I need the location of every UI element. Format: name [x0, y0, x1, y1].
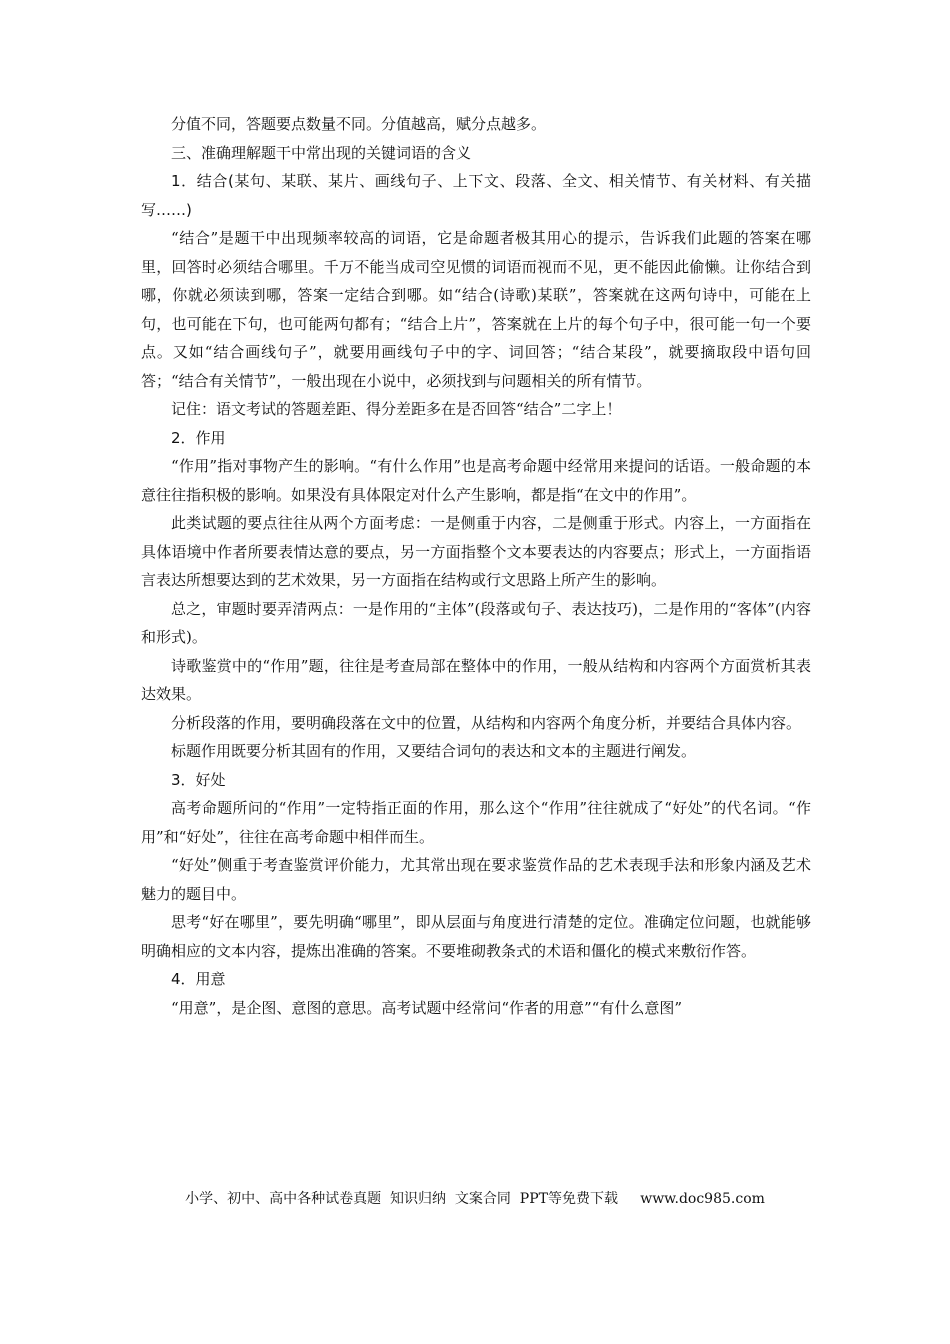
- document-body: [141, 110, 811, 1022]
- section-heading: 三、准确理解题干中常出现的关键词语的含义: [171, 143, 472, 162]
- paragraph: “作用”指对事物产生的影响。“有什么作用”也是高考命题中经常用来提问的话语。一般命题的本意往往指积极的影响。如果没有具体限定对什么产生影响，都是指“在文中的作用”。: [141, 457, 811, 504]
- paragraph: 思考“好在哪里”，要先明确“哪里”，即从层面与角度进行清楚的定位。准确定位问题，也就能够明确相应的文本内容，提炼出准确的答案。不要堆砌教条式的术语和僵化的模式来敷衍作答。: [141, 913, 811, 960]
- subsection-heading: 1．结合(某句、某联、某片、画线句子、上下文、段落、全文、相关情节、有关材料、有关描写……): [141, 172, 811, 219]
- subsection-heading: 4．用意: [171, 970, 226, 988]
- paragraph: 分析段落的作用，要明确段落在文中的位置，从结构和内容两个角度分析，并要结合具体内容。: [171, 713, 802, 732]
- paragraph: 高考命题所问的“作用”一定特指正面的作用，那么这个“作用”往往就成了“好处”的代名词。“作用”和“好处”，往往在高考命题中相伴而生。: [141, 799, 811, 846]
- paragraph: 记住：语文考试的答题差距、得分差距多在是否回答“结合”二字上！: [171, 400, 622, 418]
- paragraph: 分值不同，答题要点数量不同。分值越高，赋分点越多。: [171, 115, 547, 133]
- paragraph: 诗歌鉴赏中的“作用”题，往往是考查局部在整体中的作用，一般从结构和内容两个方面赏析其表达效果。: [141, 656, 811, 703]
- paragraph: 总之，审题时要弄清两点：一是作用的“主体”(段落或句子、表达技巧)，二是作用的“客体”(内容和形式)。: [141, 599, 811, 646]
- paragraph: “用意”，是企图、意图的意思。高考试题中经常问“作者的用意”“有什么意图”: [171, 998, 683, 1017]
- subsection-heading: 3．好处: [171, 770, 226, 789]
- paragraph: 此类试题的要点往往从两个方面考虑：一是侧重于内容，二是侧重于形式。内容上，一方面指在具体语境中作者所要表情达意的要点，另一方面指整个文本要表达的内容要点；形式上，一方面指语言表达所想要达到的艺术效果，另一方面指在结构或行文思路上所产生的影响。: [141, 514, 811, 589]
- paragraph: “结合”是题干中出现频率较高的词语，它是命题者极其用心的提示，告诉我们此题的答案在哪里，回答时必须结合哪里。千万不能当成司空见惯的词语而视而不见，更不能因此偷懒。让你结合到哪，你就必须读到哪，答案一定结合到哪。如“结合(诗歌)某联”，答案就在这两句诗中，可能在上句，也可能在下句，也可能两句都有；“结合上片”，答案就在上片的每个句子中，很可能一句一个要点。又如“结合画线句子”，就要用画线句子中的字、词回答；“结合某段”，就要摘取段中语句回答；“结合有关情节”，一般出现在小说中，必须找到与问题相关的所有情节。: [141, 229, 811, 390]
- subsection-heading: 2．作用: [171, 428, 226, 447]
- paragraph: “好处”侧重于考查鉴赏评价能力，尤其常出现在要求鉴赏作品的艺术表现手法和形象内涵及艺术魅力的题目中。: [141, 856, 811, 903]
- page-footer: 小学、初中、高中各种试卷真题 知识归纳 文案合同 PPT等免费下载 www.doc985.com: [185, 1191, 765, 1207]
- paragraph: 标题作用既要分析其固有的作用，又要结合词句的表达和文本的主题进行阐发。: [171, 742, 697, 760]
